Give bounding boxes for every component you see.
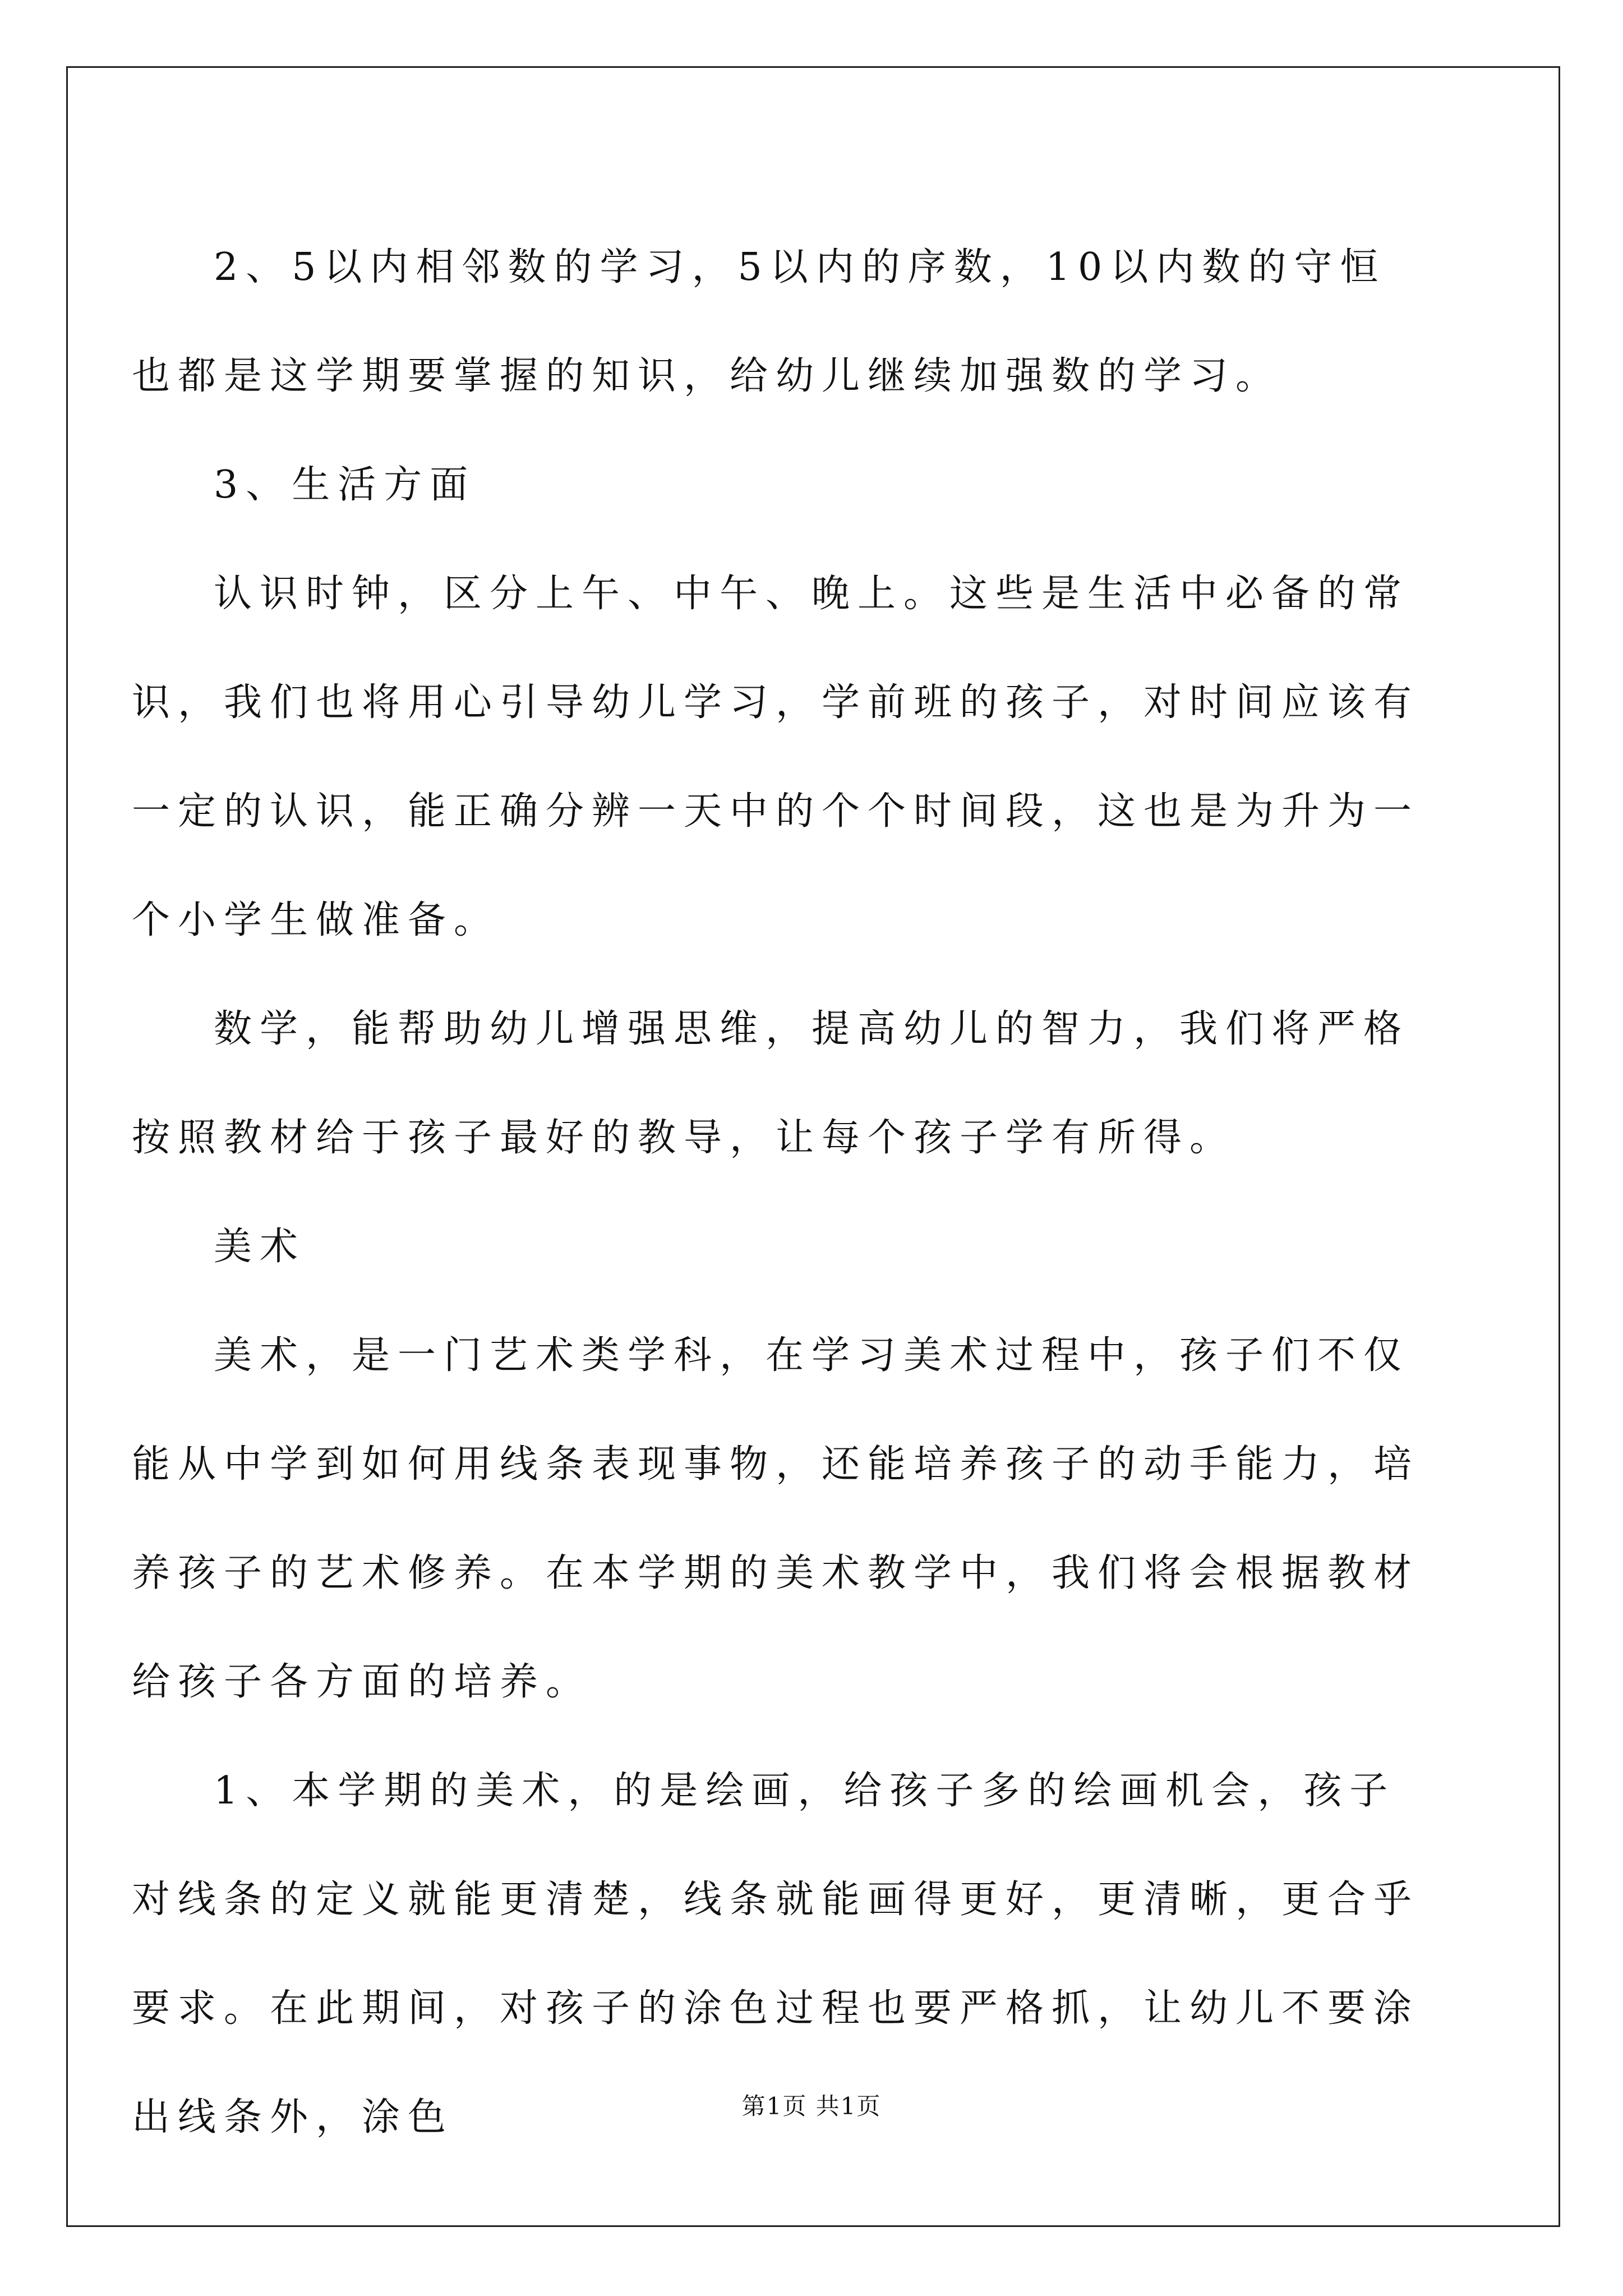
paragraph-number-learning: 2、5以内相邻数的学习，5以内的序数，10以内数的守恒也都是这学期要掌握的知识，给幼儿继续加强数的学习。 xyxy=(132,245,1386,398)
paragraph-art-intro: 美术，是一门艺术类学科，在学习美术过程中，孩子们不仅能从中学到如何用线条表现事物，还能培养孩子的动手能力，培养孩子的艺术修养。在本学期的美术教学中，我们将会根据教材给孩子各方面的培养。 xyxy=(132,1333,1420,1704)
document-body xyxy=(132,213,1427,2172)
paragraph-art-drawing: 1、本学期的美术，的是绘画，给孩子多的绘画机会，孩子对线条的定义就能更清楚，线条就能画得更好，更清晰，更合乎要求。在此期间，对孩子的涂色过程也要严格抓，让幼儿不要涂出线条外，涂色 xyxy=(132,1769,1420,2139)
page-number-footer: 第1页 共1页 xyxy=(741,2092,882,2120)
heading-life-aspect: 3、生活方面 xyxy=(214,463,476,507)
paragraph-math-summary: 数学，能帮助幼儿增强思维，提高幼儿的智力，我们将严格按照教材给于孩子最好的教导，让每个孩子学有所得。 xyxy=(132,1007,1410,1160)
paragraph-clock: 认识时钟，区分上午、中午、晚上。这些是生活中必备的常识，我们也将用心引导幼儿学习，学前班的孩子，对时间应该有一定的认识，能正确分辨一天中的个个时间段，这也是为升为一个小学生做准备。 xyxy=(132,572,1420,942)
heading-art: 美术 xyxy=(214,1225,306,1269)
